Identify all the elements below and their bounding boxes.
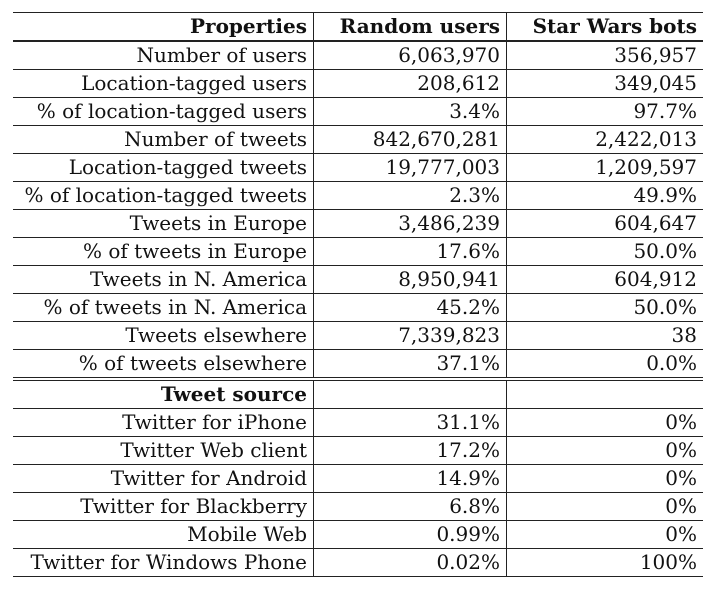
row-label: % of tweets elsewhere: [13, 350, 314, 380]
random-users-value: 45.2%: [314, 294, 507, 322]
random-users-value: 6,063,970: [314, 41, 507, 70]
comparison-table: [13, 12, 703, 577]
random-users-value: 0.02%: [314, 549, 507, 577]
star-wars-bots-value: 49.9%: [507, 182, 704, 210]
source-label: Twitter for iPhone: [13, 409, 314, 437]
source-label: Twitter Web client: [13, 437, 314, 465]
table-row: [13, 350, 703, 380]
source-label: Twitter for Windows Phone: [13, 549, 314, 577]
star-wars-bots-value: 50.0%: [507, 294, 704, 322]
header-properties: Properties: [13, 13, 314, 42]
star-wars-bots-value: 0%: [507, 465, 704, 493]
random-users-value: 6.8%: [314, 493, 507, 521]
row-label: Tweets in N. America: [13, 266, 314, 294]
empty-cell: [507, 379, 704, 409]
source-label: Twitter for Blackberry: [13, 493, 314, 521]
source-label: Twitter for Android: [13, 465, 314, 493]
row-label: Location-tagged users: [13, 70, 314, 98]
table-row: [13, 98, 703, 126]
random-users-value: 842,670,281: [314, 126, 507, 154]
random-users-value: 17.2%: [314, 437, 507, 465]
source-label: Mobile Web: [13, 521, 314, 549]
table-row: [13, 126, 703, 154]
table-row: [13, 70, 703, 98]
row-label: Location-tagged tweets: [13, 154, 314, 182]
section-title-tweet-source: Tweet source: [13, 379, 314, 409]
row-label: Number of users: [13, 41, 314, 70]
random-users-value: 31.1%: [314, 409, 507, 437]
row-label: Tweets elsewhere: [13, 322, 314, 350]
star-wars-bots-value: 100%: [507, 549, 704, 577]
random-users-value: 3.4%: [314, 98, 507, 126]
star-wars-bots-value: 2,422,013: [507, 126, 704, 154]
star-wars-bots-value: 356,957: [507, 41, 704, 70]
table-row: [13, 294, 703, 322]
star-wars-bots-value: 1,209,597: [507, 154, 704, 182]
table-row: [13, 549, 703, 577]
table-row: [13, 266, 703, 294]
table-body: [13, 41, 703, 577]
row-label: % of tweets in Europe: [13, 238, 314, 266]
table-row: [13, 409, 703, 437]
star-wars-bots-value: 604,647: [507, 210, 704, 238]
table-row: [13, 238, 703, 266]
table-row: [13, 465, 703, 493]
random-users-value: 2.3%: [314, 182, 507, 210]
star-wars-bots-value: 0.0%: [507, 350, 704, 380]
table-row: [13, 493, 703, 521]
header-random-users: Random users: [314, 13, 507, 42]
row-label: % of location-tagged users: [13, 98, 314, 126]
header-star-wars-bots: Star Wars bots: [507, 13, 704, 42]
random-users-value: 3,486,239: [314, 210, 507, 238]
star-wars-bots-value: 0%: [507, 493, 704, 521]
row-label: Tweets in Europe: [13, 210, 314, 238]
table-row: [13, 41, 703, 70]
table-row: [13, 182, 703, 210]
table-row: [13, 437, 703, 465]
random-users-value: 8,950,941: [314, 266, 507, 294]
table-row: [13, 210, 703, 238]
random-users-value: 19,777,003: [314, 154, 507, 182]
random-users-value: 14.9%: [314, 465, 507, 493]
random-users-value: 37.1%: [314, 350, 507, 380]
table-row: [13, 322, 703, 350]
section-header-row: [13, 379, 703, 409]
random-users-value: 17.6%: [314, 238, 507, 266]
row-label: % of location-tagged tweets: [13, 182, 314, 210]
star-wars-bots-value: 0%: [507, 521, 704, 549]
random-users-value: 0.99%: [314, 521, 507, 549]
star-wars-bots-value: 97.7%: [507, 98, 704, 126]
star-wars-bots-value: 604,912: [507, 266, 704, 294]
empty-cell: [314, 379, 507, 409]
row-label: % of tweets in N. America: [13, 294, 314, 322]
table-row: [13, 521, 703, 549]
random-users-value: 7,339,823: [314, 322, 507, 350]
row-label: Number of tweets: [13, 126, 314, 154]
star-wars-bots-value: 38: [507, 322, 704, 350]
star-wars-bots-value: 349,045: [507, 70, 704, 98]
table-row: [13, 154, 703, 182]
star-wars-bots-value: 50.0%: [507, 238, 704, 266]
table-header-row: [13, 13, 703, 42]
star-wars-bots-value: 0%: [507, 437, 704, 465]
star-wars-bots-value: 0%: [507, 409, 704, 437]
random-users-value: 208,612: [314, 70, 507, 98]
